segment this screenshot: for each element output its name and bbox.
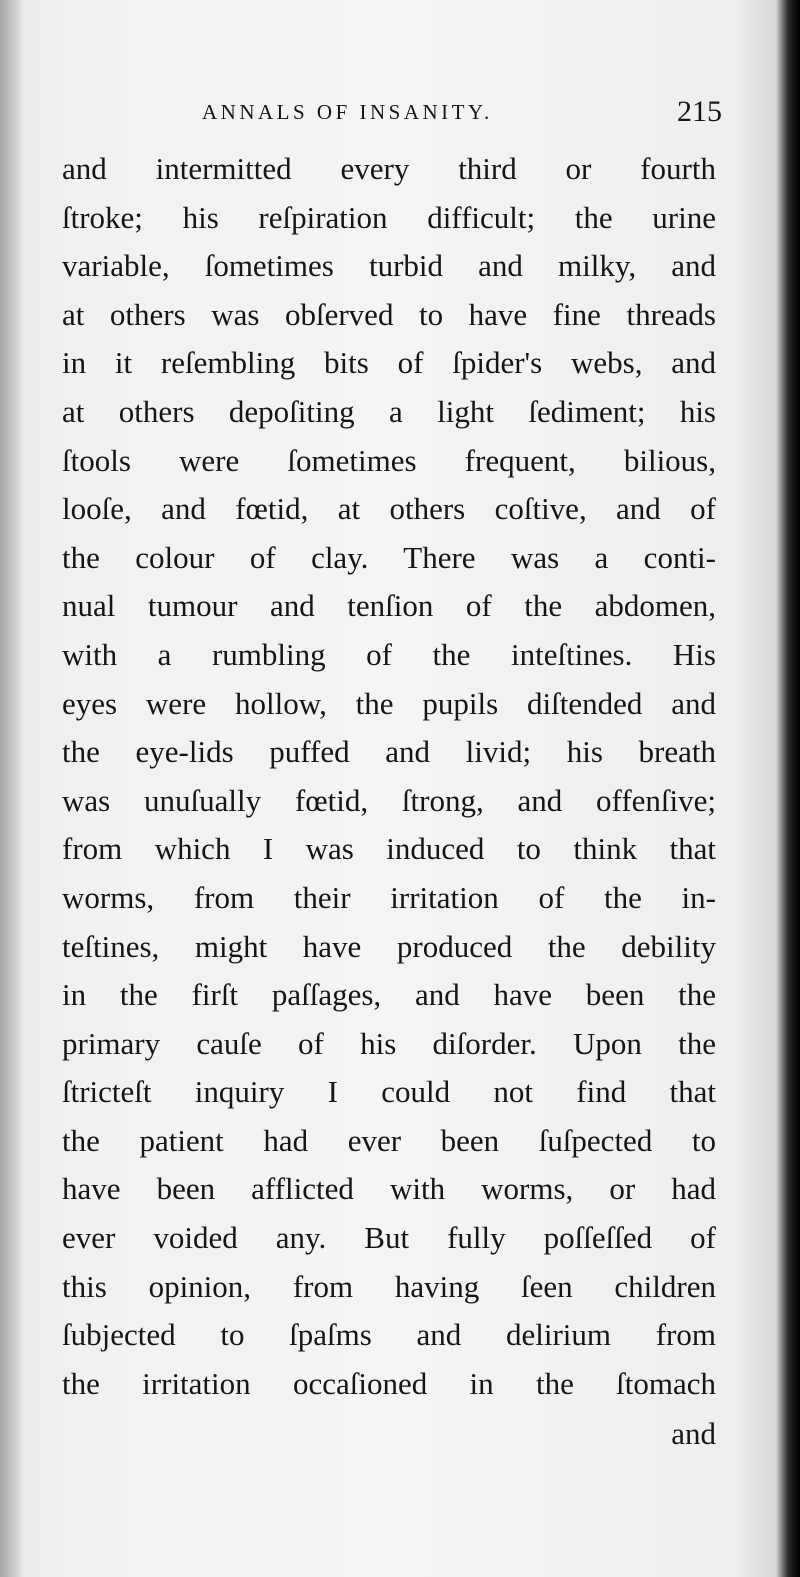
text-line: ever voided any. But fully poſſeſſed of [62, 1220, 716, 1256]
catchword: and [671, 1416, 716, 1451]
text-line: was unuſually fœtid, ſtrong, and offenſive; [62, 782, 716, 818]
text-line: with a rumbling of the inteſtines. His [62, 636, 716, 672]
text-line: this opinion, from having ſeen children [62, 1268, 716, 1304]
text-line: worms, from their irritation of the in- [62, 879, 716, 915]
text-line: primary cauſe of his diſorder. Upon the [62, 1025, 716, 1061]
text-line: and intermitted every third or fourth [62, 151, 716, 186]
text-line: at others was obſerved to have fine threads [62, 296, 716, 332]
text-line: ſtricteſt inquiry I could not find that [62, 1074, 716, 1110]
spine-shadow [0, 0, 24, 1577]
body-text [62, 145, 716, 1408]
text-line: the eye-lids puffed and livid; his breath [62, 734, 716, 770]
page-header [62, 92, 722, 132]
text-line: teſtines, might have produced the debility [62, 928, 716, 964]
text-line: from which I was induced to think that [62, 831, 716, 867]
text-line: the colour of clay. There was a conti- [62, 539, 716, 575]
text-line: ſubjected to ſpaſms and delirium from [62, 1317, 716, 1353]
text-line: eyes were hollow, the pupils diſtended and [62, 685, 716, 721]
text-line: in it reſembling bits of ſpider's webs, and [62, 345, 716, 381]
text-line: looſe, and fœtid, at others coſtive, and of [62, 491, 716, 527]
text-line: at others depoſiting a light ſediment; his [62, 393, 716, 429]
text-line: variable, ſometimes turbid and milky, and [62, 248, 716, 284]
text-line: the patient had ever been ſuſpected to [62, 1122, 716, 1158]
text-line: in the firſt paſſages, and have been the [62, 977, 716, 1013]
text-line: nual tumour and tenſion of the abdomen, [62, 588, 716, 624]
text-line: ſtools were ſometimes frequent, bilious, [62, 442, 716, 478]
running-title: ANNALS OF INSANITY. [202, 100, 493, 124]
text-line: have been afflicted with worms, or had [62, 1171, 716, 1207]
text-line: ſtroke; his reſpiration difficult; the urine [62, 199, 716, 235]
page-number: 215 [677, 95, 722, 128]
text-line: the irritation occaſioned in the ſtomach [62, 1365, 716, 1401]
